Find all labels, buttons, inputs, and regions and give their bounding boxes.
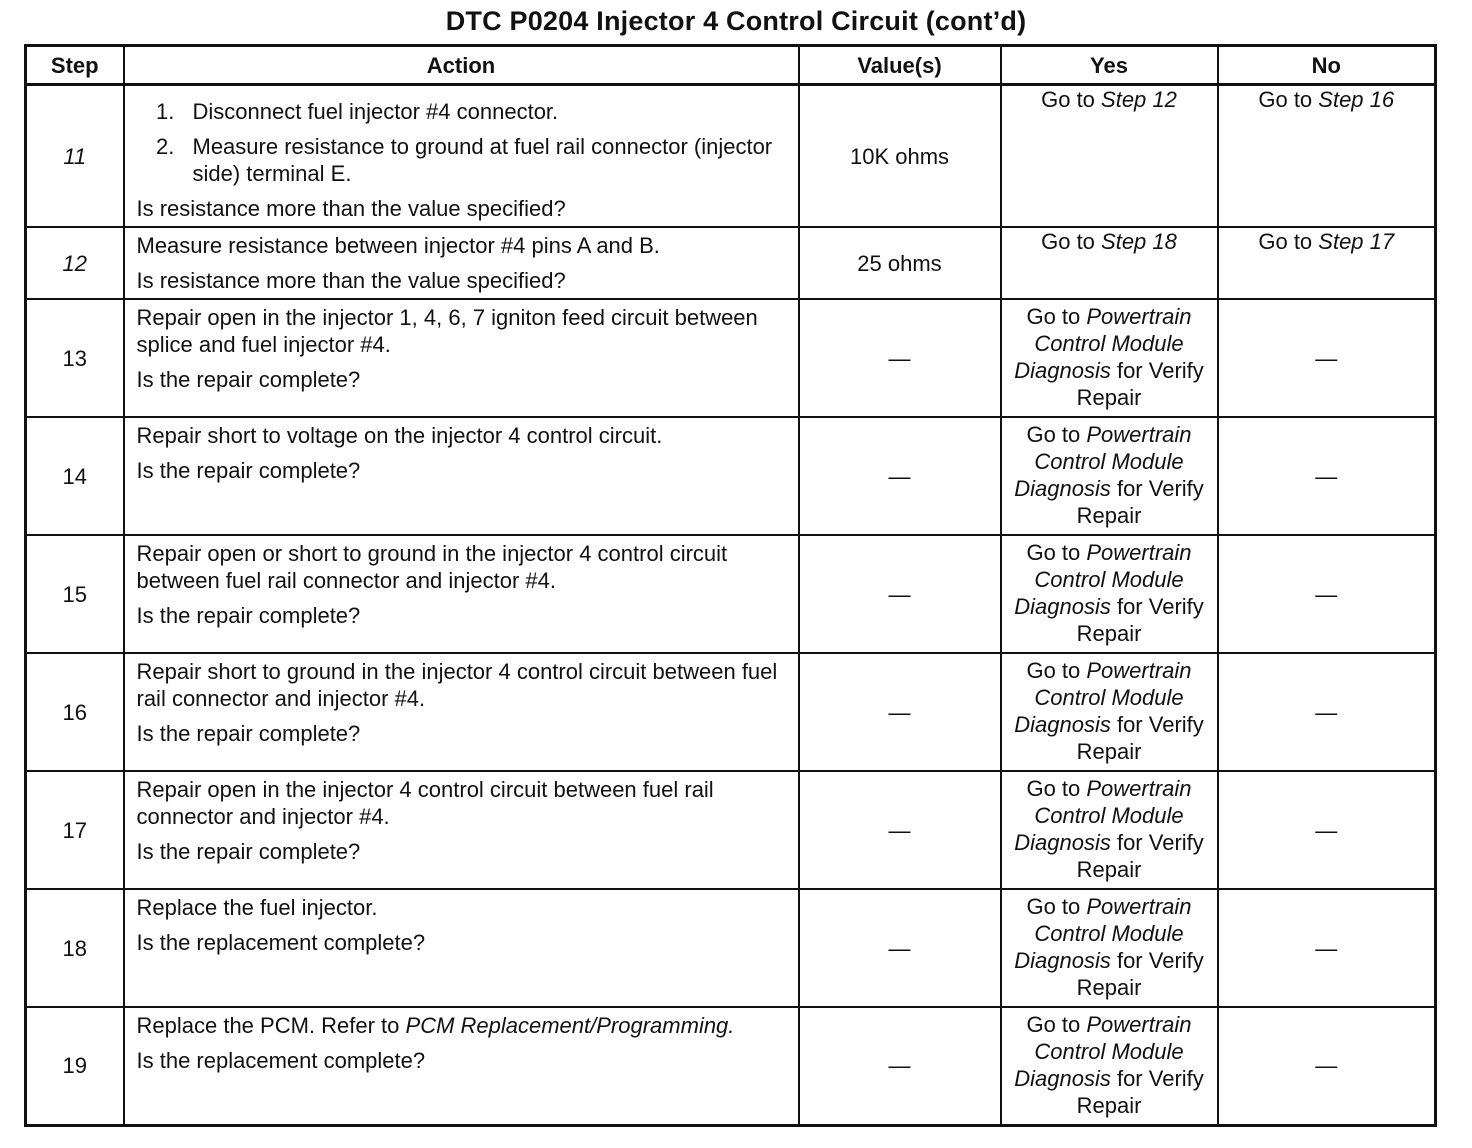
column-header-action: Action	[124, 46, 799, 85]
table-row-step-15	[26, 535, 1436, 653]
table-row-step-11	[26, 85, 1436, 228]
action-text: Repair short to voltage on the injector 4 control circuit.	[136, 423, 663, 448]
action-question: Is resistance more than the value specified?	[136, 196, 566, 221]
action-text: Replace the PCM. Refer to PCM Replacement/Programming.	[136, 1013, 735, 1038]
value-cell: —	[799, 1007, 1001, 1125]
diagnostic-table	[24, 44, 1437, 1127]
no-cell: Go to Step 16	[1218, 85, 1436, 228]
action-list	[137, 98, 788, 187]
action-cell	[124, 299, 799, 417]
pcm-replacement-link[interactable]: PCM Replacement/Programming.	[405, 1013, 735, 1038]
no-cell: —	[1218, 771, 1436, 889]
diagnosis-link[interactable]: Powertrain Control Module Diagnosis	[1014, 304, 1192, 383]
table-row-step-19	[26, 1007, 1436, 1125]
yes-cell: Go to Powertrain Control Module Diagnosis for Verify Repair	[1001, 535, 1218, 653]
action-cell	[124, 227, 799, 299]
step-number: 19	[26, 1007, 124, 1125]
step-number: 12	[26, 227, 124, 299]
action-text: Repair open or short to ground in the injector 4 control circuit between fuel rail connector and injector #4.	[136, 541, 728, 593]
yes-cell: Go to Powertrain Control Module Diagnosis for Verify Repair	[1001, 653, 1218, 771]
no-cell: —	[1218, 1007, 1436, 1125]
column-header-yes: Yes	[1001, 46, 1218, 85]
table-row-step-16	[26, 653, 1436, 771]
action-cell	[124, 771, 799, 889]
action-question: Is the replacement complete?	[136, 930, 426, 955]
value-cell: —	[799, 653, 1001, 771]
step-number: 14	[26, 417, 124, 535]
step-number: 18	[26, 889, 124, 1007]
table-row-step-12	[26, 227, 1436, 299]
yes-cell: Go to Powertrain Control Module Diagnosis for Verify Repair	[1001, 889, 1218, 1007]
page-title: DTC P0204 Injector 4 Control Circuit (cont’d)	[445, 6, 1027, 36]
value-cell: 10K ohms	[799, 85, 1001, 228]
action-text: Measure resistance between injector #4 pins A and B.	[136, 233, 660, 258]
yes-cell: Go to Powertrain Control Module Diagnosis for Verify Repair	[1001, 299, 1218, 417]
action-question: Is the replacement complete?	[136, 1048, 426, 1073]
action-list-item: 1. Disconnect fuel injector #4 connector.	[181, 98, 788, 125]
step-number: 16	[26, 653, 124, 771]
step-link[interactable]: Step 12	[1101, 87, 1177, 112]
action-cell	[124, 85, 799, 228]
yes-cell: Go to Step 12	[1001, 85, 1218, 228]
table-row-step-14	[26, 417, 1436, 535]
action-text: Repair open in the injector 4 control circuit between fuel rail connector and injector #4.	[136, 777, 714, 829]
table-row-step-17	[26, 771, 1436, 889]
step-link[interactable]: Step 16	[1318, 87, 1395, 112]
step-link[interactable]: Step 18	[1101, 229, 1177, 254]
action-cell	[124, 889, 799, 1007]
action-question: Is the repair complete?	[136, 367, 361, 392]
action-question: Is resistance more than the value specified?	[136, 268, 566, 293]
diagnosis-link[interactable]: Powertrain Control Module Diagnosis	[1014, 1012, 1192, 1091]
step-number: 13	[26, 299, 124, 417]
action-text: Repair short to ground in the injector 4 control circuit between fuel rail connector and injector #4.	[136, 659, 778, 711]
no-cell: —	[1218, 653, 1436, 771]
value-cell: —	[799, 535, 1001, 653]
action-list-item: 2. Measure resistance to ground at fuel rail connector (injector side) terminal E.	[181, 133, 788, 187]
yes-cell: Go to Powertrain Control Module Diagnosis for Verify Repair	[1001, 1007, 1218, 1125]
action-question: Is the repair complete?	[136, 603, 361, 628]
action-question: Is the repair complete?	[136, 458, 361, 483]
action-cell	[124, 535, 799, 653]
diagnosis-link[interactable]: Powertrain Control Module Diagnosis	[1014, 540, 1192, 619]
yes-cell: Go to Powertrain Control Module Diagnosis for Verify Repair	[1001, 417, 1218, 535]
yes-cell: Go to Powertrain Control Module Diagnosis for Verify Repair	[1001, 771, 1218, 889]
action-cell	[124, 1007, 799, 1125]
diagnosis-link[interactable]: Powertrain Control Module Diagnosis	[1014, 658, 1192, 737]
action-question: Is the repair complete?	[136, 721, 361, 746]
table-row-step-18	[26, 889, 1436, 1007]
value-cell: 25 ohms	[799, 227, 1001, 299]
value-cell: —	[799, 771, 1001, 889]
value-cell: —	[799, 299, 1001, 417]
column-header-step: Step	[26, 46, 124, 85]
step-number: 15	[26, 535, 124, 653]
yes-cell: Go to Step 18	[1001, 227, 1218, 299]
action-text: Replace the fuel injector.	[136, 895, 378, 920]
value-cell: —	[799, 417, 1001, 535]
table-row-step-13	[26, 299, 1436, 417]
no-cell: —	[1218, 299, 1436, 417]
no-cell: —	[1218, 889, 1436, 1007]
no-cell: —	[1218, 535, 1436, 653]
diagnosis-link[interactable]: Powertrain Control Module Diagnosis	[1014, 422, 1192, 501]
column-header-no: No	[1218, 46, 1436, 85]
diagnosis-link[interactable]: Powertrain Control Module Diagnosis	[1014, 776, 1192, 855]
table-header-row	[26, 46, 1436, 85]
step-number: 17	[26, 771, 124, 889]
action-cell	[124, 653, 799, 771]
action-question: Is the repair complete?	[136, 839, 361, 864]
action-cell	[124, 417, 799, 535]
step-number: 11	[26, 85, 124, 228]
diagnosis-link[interactable]: Powertrain Control Module Diagnosis	[1014, 894, 1192, 973]
value-cell: —	[799, 889, 1001, 1007]
no-cell: —	[1218, 417, 1436, 535]
no-cell: Go to Step 17	[1218, 227, 1436, 299]
column-header-values: Value(s)	[799, 46, 1001, 85]
action-text: Repair open in the injector 1, 4, 6, 7 igniton feed circuit between splice and fuel injector #4.	[136, 305, 758, 357]
step-link[interactable]: Step 17	[1318, 229, 1395, 254]
